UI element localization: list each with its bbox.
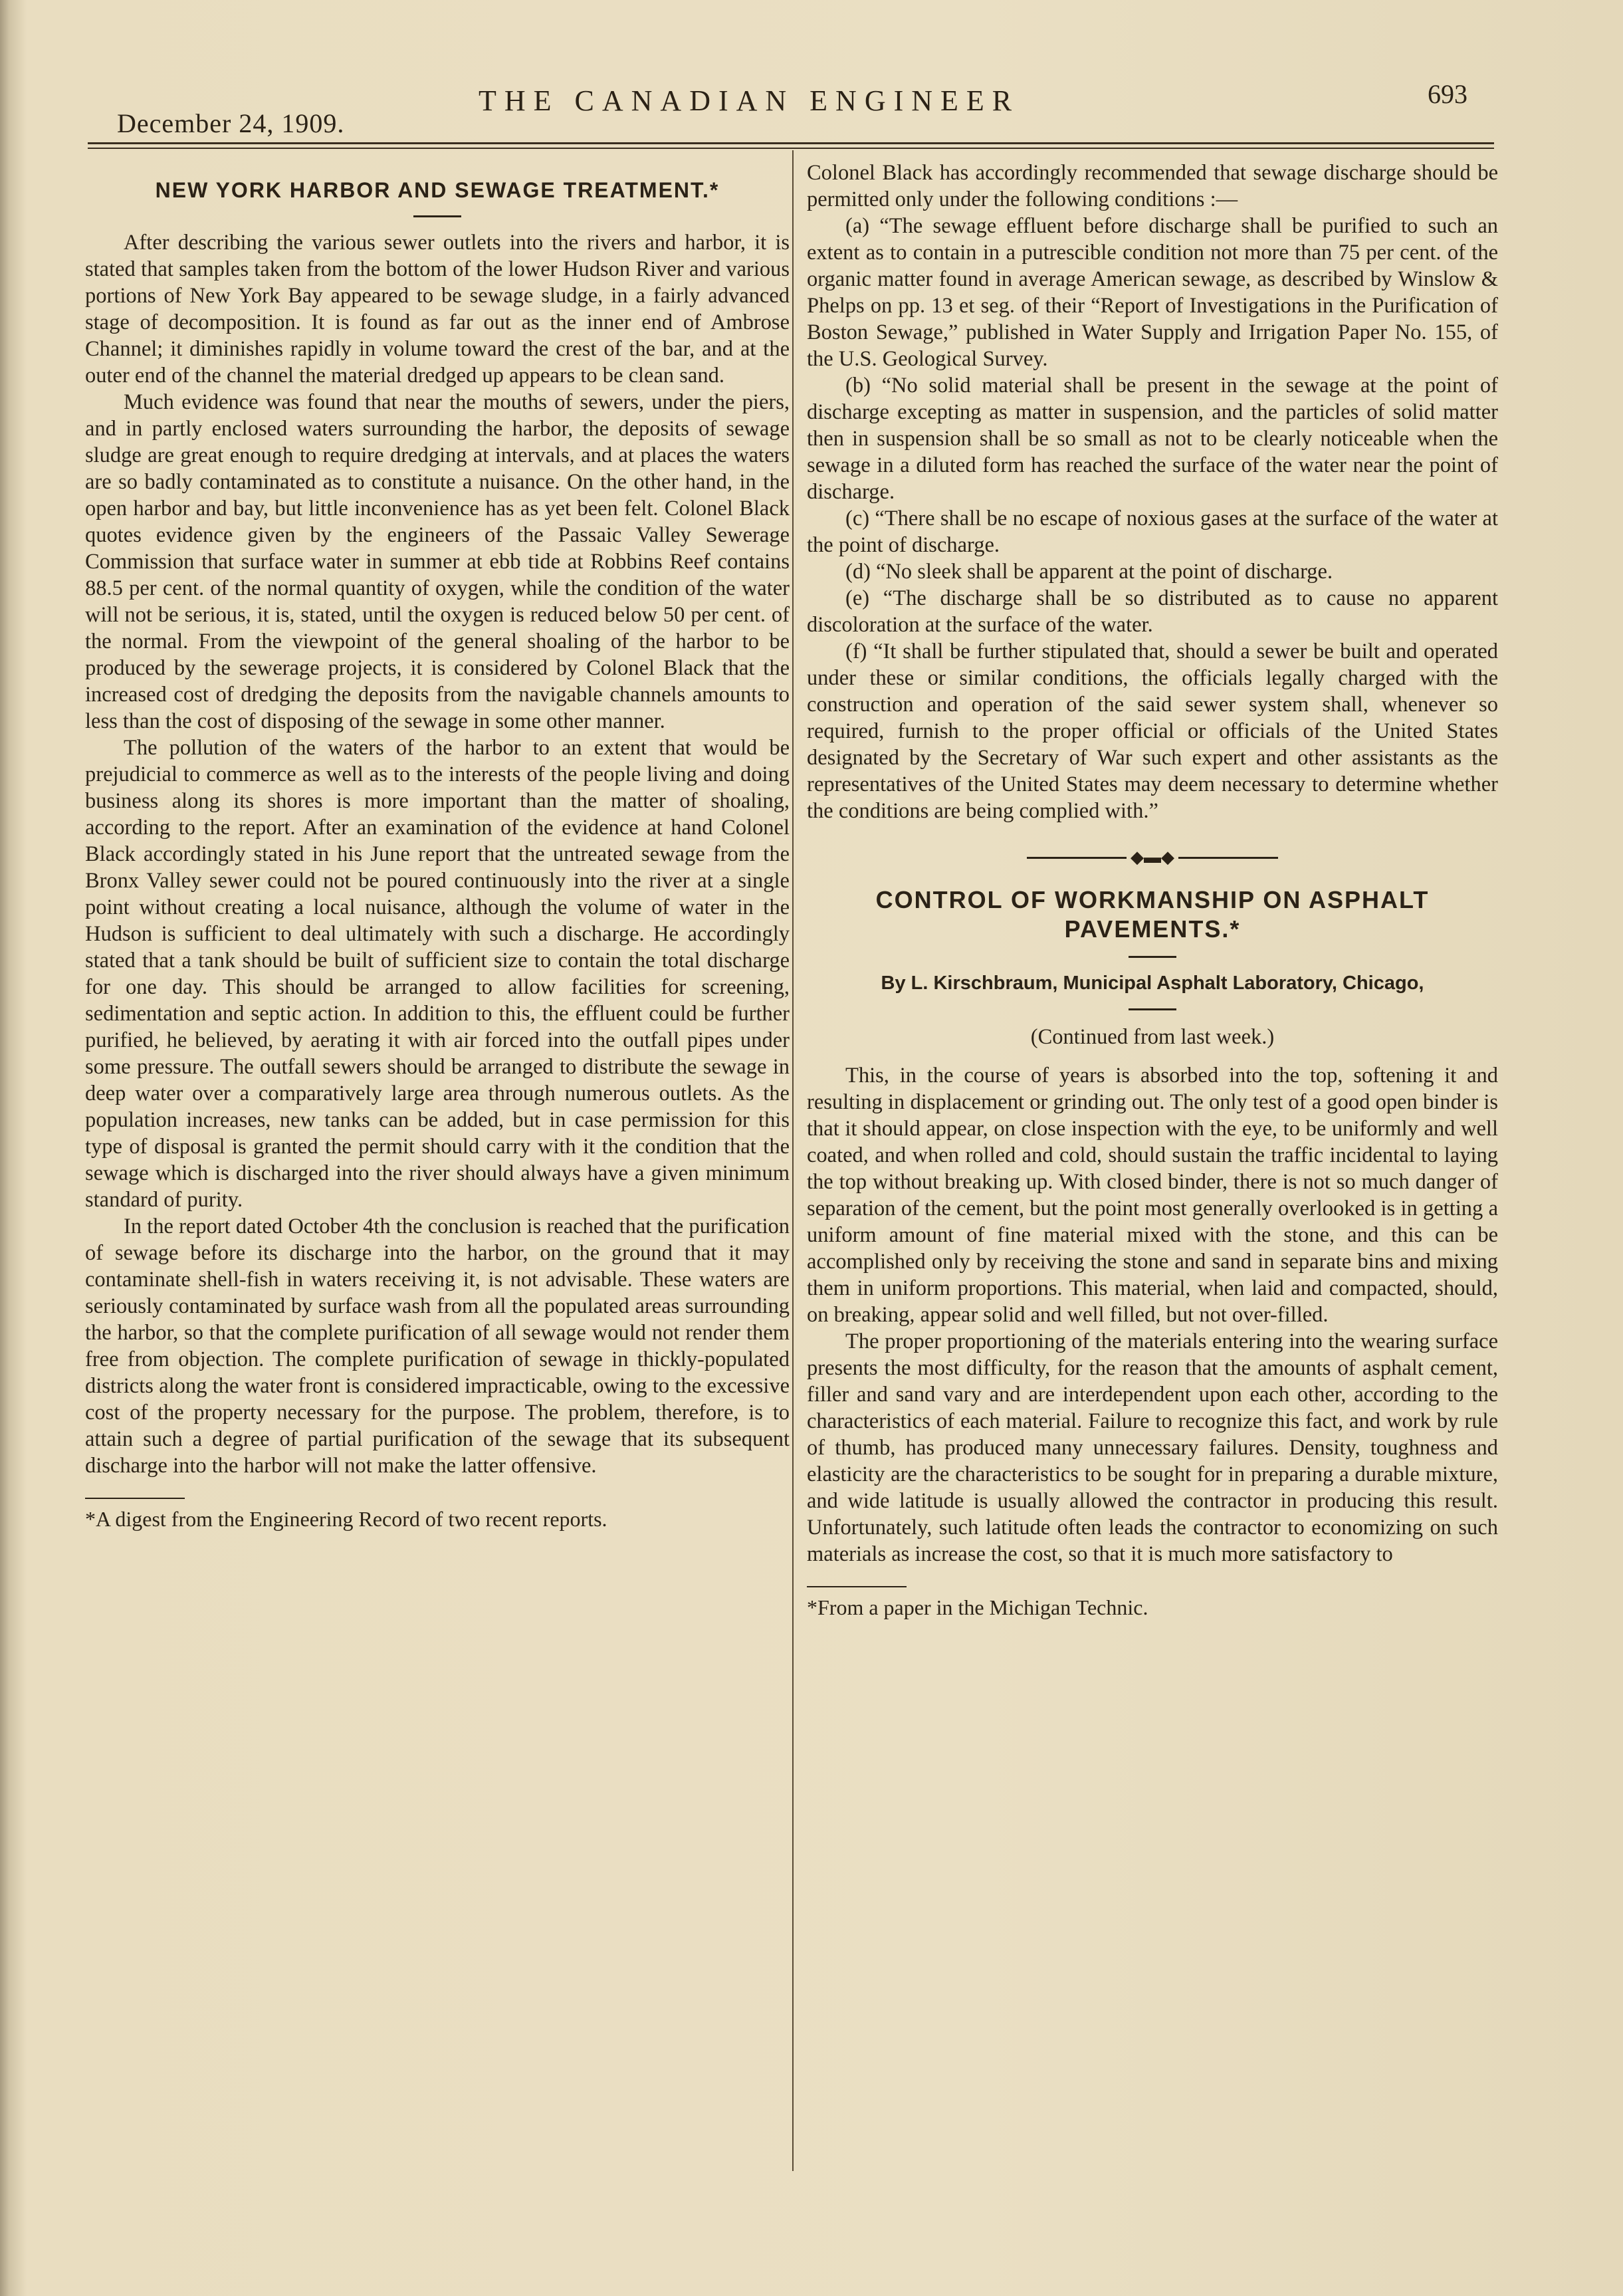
paragraph: (c) “There shall be no escape of noxious gases at the surface of the water at the point of discharge.	[807, 507, 1498, 557]
paragraph: The proper proportioning of the materials entering into the wearing surface presents the most difficulty, for the reason that the amounts of asphalt cement, filler and sand vary and are interdependent upon each other, according to the characteristics of each material. Failure to recognize this fact, and work by rule of thumb, has produced many unnecessary failures. Density, toughness and elasticity are the characteristics to be sought for in preparing a durable mixture, and wide latitude is usually allowed the contractor in producing this result. Unfortunately, such latitude often leads the contractor to economizing on such materials as increase the cost, so that it is much more satisfactory to	[807, 1329, 1498, 1567]
paragraph: After describing the various sewer outlets into the rivers and harbor, it is stated that samples taken from the bottom of the lower Hudson River and various portions of New York Bay appeared to be sewage sludge, in a fairly advanced stage of decomposition. It is found as far out as the inner end of Ambrose Channel; it diminishes rapidly in volume toward the crest of the bar, and at the outer end of the channel the material dredged up appears to be clean sand.	[85, 231, 790, 388]
article-title: NEW YORK HARBOR AND SEWAGE TREATMENT.*	[155, 178, 720, 202]
page-header	[0, 0, 1623, 160]
page-number: 693	[1428, 79, 1467, 109]
paragraph: (e) “The discharge shall be so distributed as to cause no apparent discoloration at the surface of the water.	[807, 586, 1498, 637]
section-ornament: ◆▬◆	[807, 843, 1498, 871]
paragraph: This, in the course of years is absorbed into the top, softening it and resulting in displacement or grinding out. The only test of a good open binder is that it should appear, on close inspection with the eye, to be uniformly and well coated, and when rolled and cold, should sustain the traffic incidental to laying the top without breaking up. With closed binder, there is not so much danger of separation of the cement, but the point most generally overlooked is in getting a uniform amount of fine material mixed with the stone, and this can be accomplished only by receiving the stone and sand in separate bins and mixing them in uniform proportions. This material, when laid and compacted, should, on breaking, appear solid and well filled, but not over-filled.	[807, 1064, 1498, 1327]
title-rule	[413, 215, 461, 217]
byline-rule	[1129, 1008, 1176, 1010]
left-column	[85, 160, 790, 1532]
article-title: CONTROL OF WORKMANSHIP ON ASPHALT PAVEMENTS.*	[875, 886, 1430, 943]
footnote-rule	[807, 1586, 907, 1587]
paragraph: (d) “No sleek shall be apparent at the point of discharge.	[845, 560, 1333, 584]
journal-title: THE CANADIAN ENGINEER	[479, 84, 1020, 117]
paragraph: Colonel Black has accordingly recommended that sewage discharge should be permitted only under the following conditions :—	[807, 161, 1498, 211]
footnote-rule	[85, 1498, 185, 1499]
header-rule-thin	[88, 148, 1494, 149]
footnote: *From a paper in the Michigan Technic.	[807, 1595, 1148, 1620]
paragraph: Much evidence was found that near the mouths of sewers, under the piers, and in partly enclosed waters surrounding the harbor, the deposits of sewage sludge are great enough to require dredging at intervals, and at places the waters are so badly contaminated as to constitute a nuisance. On the other hand, in the open harbor and bay, but little inconvenience has as yet been felt. Colonel Black quotes evidence given by the engineers of the Passaic Valley Sewerage Commission that surface water in summer at ebb tide at Robbins Reef contains 88.5 per cent. of the normal quantity of oxygen, while the condition of the water will not be serious, it is, stated, until the oxygen is reduced below 50 per cent. of the normal. From the viewpoint of the general shoaling of the harbor to be produced by the sewerage projects, it is considered by Colonel Black that the increased cost of dredging the deposits from the navigable channels amounts to less than the cost of disposing of the sewage in some other manner.	[85, 390, 790, 733]
paragraph: The pollution of the waters of the harbor to an extent that would be prejudicial to commerce as well as to the interests of the people living and doing business along its shores is more important than the matter of shoaling, according to the report. After an examination of the evidence at hand Colonel Black accordingly stated in his June report that the untreated sewage from the Bronx Valley sewer could not be poured continuously into the river at a single point without creating a local nuisance, although the volume of water in the Hudson is sufficient to deal ultimately with such a discharge. He accordingly stated that a tank should be built of sufficient size to contain the total discharge for one day. This should be arranged to allow facilities for screening, sedimentation and septic action. In addition to this, the effluent could be further purified, he believed, by aerating it with air forced into the outfall pipes under some pressure. The outfall sewers should be arranged to distribute the sewage in deep water over a comparatively large area through numerous outlets. As the population increases, new tanks can be added, but in case permission for this type of disposal is granted the permit should carry with it the condition that the sewage which is discharged into the river should always have a given minimum standard of purity.	[85, 736, 790, 1212]
paragraph: (a) “The sewage effluent before discharge shall be purified to such an extent as to contain in a putrescible condition not more than 75 per cent. of the organic matter found in average American sewage, as described by Winslow & Phelps on pp. 13 et seg. of their “Report of Investigations in the Purification of Boston Sewage,” published in Water Supply and Irrigation Paper No. 155, of the U.S. Geological Survey.	[807, 214, 1498, 371]
issue-date: December 24, 1909.	[117, 108, 345, 138]
column-divider	[792, 150, 794, 2171]
continued-note: (Continued from last week.)	[1030, 1025, 1275, 1050]
paragraph: (b) “No solid material shall be present in the sewage at the point of discharge excepting as matter in suspension, and the particles of solid matter then in suspension shall be so small as not to be clearly noticeable when the sewage in a diluted form has reached the surface of the water near the point of discharge.	[807, 374, 1498, 504]
footnote: *A digest from the Engineering Record of two recent reports.	[85, 1507, 607, 1531]
header-rule	[88, 142, 1494, 144]
paragraph: (f) “It shall be further stipulated that, should a sewer be built and operated under these or similar conditions, the officials legally charged with the construction and operation of the said sewer system shall, whenever so required, furnish to the proper official or officials of the United States designated by the Secretary of War such expert and other assistants as the representatives of the United States may deem necessary to determine whether the conditions are being complied with.”	[807, 639, 1498, 823]
byline: By L. Kirschbraum, Municipal Asphalt Laboratory, Chicago,	[881, 973, 1424, 994]
right-column	[807, 160, 1498, 1621]
title-rule	[1129, 956, 1176, 958]
paragraph: In the report dated October 4th the conclusion is reached that the purification of sewage before its discharge into the harbor, on the ground that it may contaminate shell-fish in waters receiving it, is not advisable. These waters are seriously contaminated by surface wash from all the populated areas surrounding the harbor, so that the complete purification of all sewage would not render them free from objection. The complete purification of sewage in thickly-populated districts along the water front is considered impracticable, owing to the excessive cost of the property necessary for the purpose. The problem, therefore, is to attain such a degree of partial purification of the sewage that its subsequent discharge into the harbor will not make the latter offensive.	[85, 1214, 790, 1478]
